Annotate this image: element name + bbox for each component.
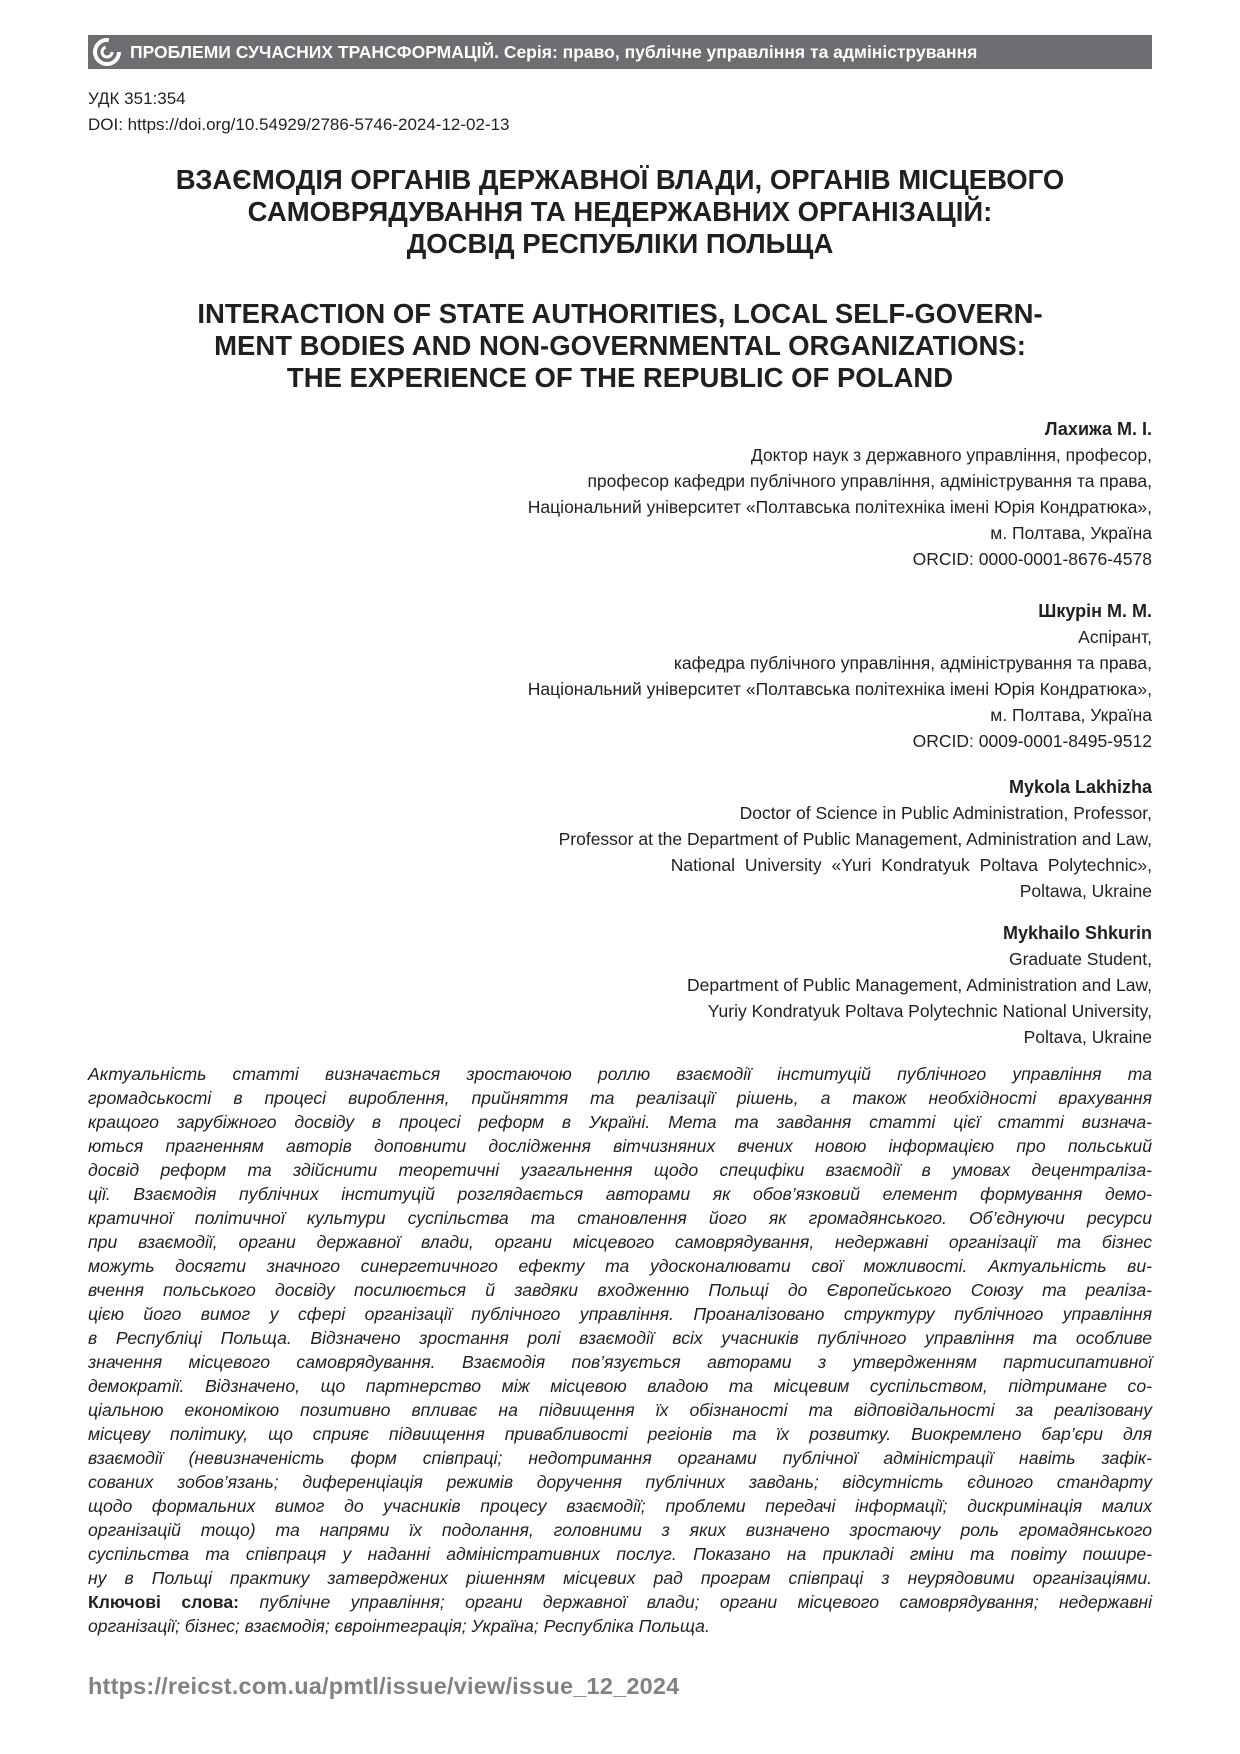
udk-code: УДК 351:354 — [88, 89, 186, 108]
author-name: Mykola Lakhizha — [1008, 777, 1152, 797]
abstract-line: демократії. Відзначено, що партнерство між місцевою владою та місцевим суспільством, підтримане со- — [88, 1376, 1152, 1396]
author-orcid[interactable]: ORCID: 0000-0001-8676-4578 — [912, 549, 1152, 569]
keywords-line: організації; бізнес; взаємодія; євроінтеграція; Україна; Республіка Польща. — [88, 1616, 710, 1636]
author-affiliation-line: Аспірант, — [1078, 627, 1152, 647]
doi-link[interactable]: DOI: https://doi.org/10.54929/2786-5746-2024-12-02-13 — [88, 115, 510, 134]
author-affiliation-line: Національний університет «Полтавська політехніка імені Юрія Кондратюка», — [527, 679, 1152, 699]
author-block-shkurin-en — [687, 920, 1152, 1050]
abstract-line: щодо формальних вимог до учасників процесу взаємодії; проблеми передачі інформації; дискримінація малих — [88, 1496, 1152, 1516]
keywords-text: публічне управління; органи державної влади; органи місцевого самоврядування; недержавні — [259, 1592, 1153, 1612]
title-uk-line: САМОВРЯДУВАННЯ ТА НЕДЕРЖАВНИХ ОРГАНІЗАЦІЙ: — [247, 196, 993, 227]
author-affiliation-line: Doctor of Science in Public Administration, Professor, — [739, 803, 1152, 823]
title-en-line: INTERACTION OF STATE AUTHORITIES, LOCAL SELF-GOVERN- — [197, 298, 1043, 329]
abstract-line: взаємодії (невизначеність форм співпраці; недотримання органами публічної адміністрації навіть зафік- — [88, 1448, 1152, 1468]
abstract-line: вчення польського досвіду посилюється й завдяки входженню Польщі до Європейського Союзу та реаліза- — [88, 1280, 1152, 1300]
abstract-line: досвід реформ та здійснити теоретичні узагальнення щодо специфіки взаємодії в умовах децентралізa- — [88, 1160, 1152, 1180]
abstract-line: при взаємодії, органи державної влади, органи місцевого самоврядування, недержавні організації та бізнес — [88, 1232, 1152, 1252]
author-affiliation-line: м. Полтава, Україна — [990, 705, 1152, 725]
author-affiliation-line: Professor at the Department of Public Management, Administration and Law, — [558, 829, 1152, 849]
author-orcid[interactable]: ORCID: 0009-0001-8495-9512 — [912, 731, 1152, 751]
author-affiliation-line: Department of Public Management, Administration and Law, — [687, 975, 1152, 995]
abstract-line: громадськості в процесі вироблення, прийняття та реалізації рішень, а також необхідності врахування — [88, 1088, 1152, 1108]
author-name: Лахижа М. І. — [1044, 419, 1152, 439]
abstract-line: кращого зарубіжного досвіду в процесі реформ в Україні. Мета та завдання статті цієї статті визнача- — [88, 1112, 1152, 1132]
author-name: Шкурін М. М. — [1038, 601, 1152, 621]
author-affiliation-line: кафедра публічного управління, адміністрування та права, — [673, 653, 1152, 673]
abstract-line: значення місцевого самоврядування. Взаємодія пов’язується авторами з утвердженням партисипативної — [88, 1352, 1152, 1372]
author-affiliation-line: професор кафедри публічного управління, адміністрування та права, — [587, 471, 1152, 491]
author-name: Mykhailo Shkurin — [1002, 923, 1152, 943]
author-affiliation-line: Graduate Student, — [1008, 949, 1152, 969]
author-affiliation-line: Poltava, Ukraine — [1023, 1027, 1152, 1047]
abstract-line: ну в Польщі практику затверджених рішенням місцевих рад програм співпраці з неурядовими організаціями. — [88, 1568, 1152, 1588]
journal-logo-icon — [92, 37, 122, 67]
title-english — [88, 298, 1152, 394]
keywords-label: Ключові слова: — [88, 1592, 240, 1612]
title-uk-line: ВЗАЄМОДІЯ ОРГАНІВ ДЕРЖАВНОЇ ВЛАДИ, ОРГАНІВ МІСЦЕВОГО — [175, 164, 1065, 195]
author-block-lakhizha-en — [559, 774, 1152, 904]
abstract-line: ціальною економікою позитивно впливає на підвищення їх обізнаності та відповідальності за реалізовану — [88, 1400, 1152, 1420]
abstract-line: в Республіці Польща. Відзначено зростання ролі взаємодії всіх учасників публічного управління та особливе — [88, 1328, 1152, 1348]
abstract-line: кратичної політичної культури суспільства та становлення його як громадянського. Об’єднуючи ресурси — [88, 1208, 1152, 1228]
author-block-lakhyzha-uk — [528, 416, 1152, 572]
author-affiliation-line: Національний університет «Полтавська політехніка імені Юрія Кондратюка», — [527, 497, 1152, 517]
abstract-line: можуть досягти значного синергетичного ефекту та удосконалювати свої можливості. Актуальність ви- — [88, 1256, 1152, 1276]
author-affiliation-line: Poltawa, Ukraine — [1019, 881, 1152, 901]
abstract-line: цією його вимог у сфері організації публічного управління. Проаналізовано структуру публічного управління — [88, 1304, 1152, 1324]
title-en-line: THE EXPERIENCE OF THE REPUBLIC OF POLAND — [286, 362, 954, 393]
issue-url-link[interactable]: https://reicst.com.ua/pmtl/issue/view/issue_12_2024 — [88, 1673, 680, 1699]
author-affiliation-line: National University «Yuri Kondratyuk Poltava Polytechnic», — [670, 855, 1152, 875]
journal-title: ПРОБЛЕМИ СУЧАСНИХ ТРАНСФОРМАЦІЙ. Серія: право, публічне управління та адміністрування — [130, 41, 978, 62]
article-meta — [88, 86, 510, 138]
abstract-line: Актуальність статті визначається зростаючою роллю взаємодії інституцій публічного управління та — [88, 1064, 1152, 1084]
author-affiliation-line: Yuriy Kondratyuk Poltava Polytechnic National University, — [707, 1001, 1152, 1021]
author-affiliation-line: Доктор наук з державного управління, професор, — [750, 445, 1152, 465]
keywords-line — [88, 1590, 1152, 1614]
abstract — [88, 1062, 1152, 1638]
title-ukrainian — [88, 164, 1152, 260]
title-en-line: MENT BODIES AND NON-GOVERNMENTAL ORGANIZATIONS: — [214, 330, 1026, 361]
title-uk-line: ДОСВІД РЕСПУБЛІКИ ПОЛЬЩА — [406, 228, 834, 259]
abstract-line: місцеву політику, що сприяє підвищення привабливості регіонів та їх розвитку. Виокремлено бар’єри для — [88, 1424, 1152, 1444]
abstract-line: ції. Взаємодія публічних інституцій розглядається авторами як обов’язковий елемент формування демо- — [88, 1184, 1152, 1204]
abstract-line: суспільства та співпраця у наданні адміністративних послуг. Показано на прикладі гміни та повіту пошире- — [88, 1544, 1152, 1564]
author-affiliation-line: м. Полтава, Україна — [990, 523, 1152, 543]
abstract-line: організацій тощо) та напрями їх подолання, головними з яких визначено зростаючу роль громадянського — [88, 1520, 1152, 1540]
journal-header-bar — [88, 35, 1152, 69]
author-block-shkurin-uk — [528, 598, 1152, 754]
abstract-line: сованих зобов’язань; диференціація режимів доручення публічних завдань; відсутність єдиного стандарту — [88, 1472, 1152, 1492]
abstract-line: ються прагненням авторів доповнити дослідження вітчизняних вчених новою інформацією про польський — [88, 1136, 1152, 1156]
